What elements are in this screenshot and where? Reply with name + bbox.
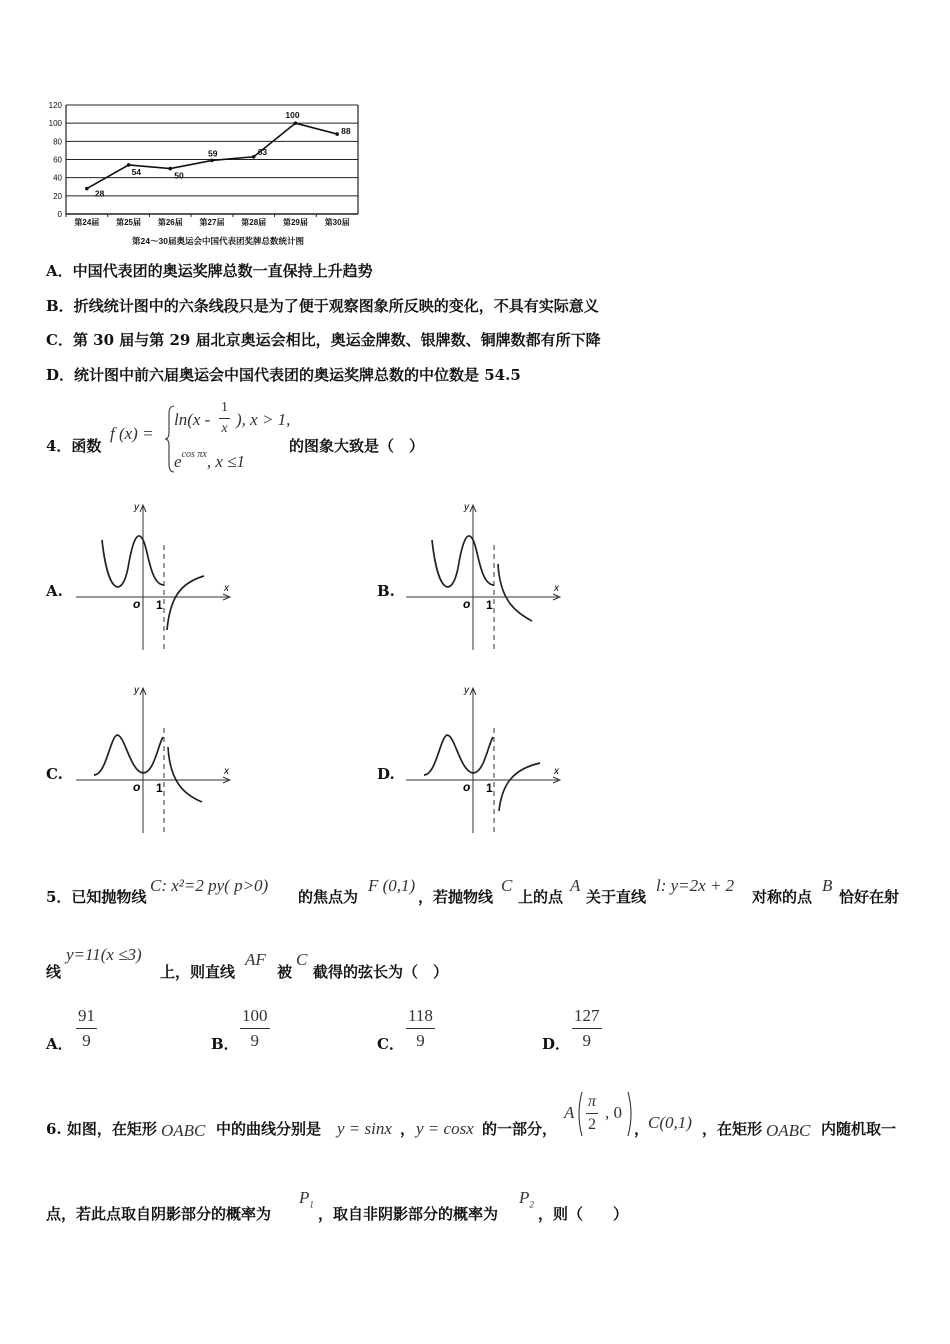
- y-tick-label: 40: [53, 173, 62, 183]
- q6-line2-c: ，则（ ）: [538, 1205, 629, 1223]
- option-text: 统计图中前六届奥运会中国代表团的奥运奖牌总数的中位数是 54.5: [74, 366, 521, 384]
- graph-c: [70, 683, 240, 838]
- graph-b: [400, 500, 570, 655]
- y-axis-label: y: [464, 685, 469, 696]
- q5-focus: F (0,1): [368, 876, 416, 895]
- q5-line1-f: 对称的点: [752, 888, 813, 906]
- p-symbol: P: [299, 1188, 310, 1207]
- data-point: [294, 121, 298, 125]
- data-point: [252, 155, 256, 159]
- q6-point-a-y: , 0: [605, 1103, 622, 1122]
- q4-case1-frac: [219, 400, 230, 437]
- chart-title: 第24～30届奥运会中国代表团奖牌总数统计图: [132, 236, 304, 246]
- q6-line2-a: 点，若此点取自阴影部分的概率为: [46, 1205, 272, 1223]
- x-tick-label: 第26届: [157, 218, 183, 227]
- origin-label: o: [463, 780, 471, 794]
- one-label: 1: [486, 598, 493, 612]
- q5-af: AF: [245, 950, 266, 969]
- q6-line1-a: 6. 如图，在矩形: [46, 1120, 157, 1138]
- origin-label: o: [463, 597, 471, 611]
- frac-num: π: [586, 1093, 598, 1114]
- data-label: 28: [94, 188, 105, 199]
- frac-num: 91: [76, 1006, 97, 1029]
- q6-line1-b: 中的曲线分别是: [216, 1120, 322, 1138]
- q5-option-c-frac: [406, 1006, 435, 1051]
- data-point: [335, 132, 339, 136]
- q5-line2-a: 线: [46, 963, 62, 981]
- frac-num: 118: [406, 1006, 435, 1029]
- x-axis-label: x: [224, 583, 229, 594]
- q5-line1-g: 恰好在射: [839, 888, 900, 906]
- q6-point-a: A: [564, 1103, 575, 1122]
- q5-ray: y=11(x ≤3): [66, 945, 142, 964]
- option-text: 折线统计图中的六条线段只是为了便于观察图象所反映的变化，不具有实际意义: [73, 297, 599, 315]
- option-label: B．: [46, 297, 74, 315]
- q4-option-d-label: D.: [377, 765, 395, 783]
- q6-p1: [299, 1188, 314, 1209]
- y-tick-label: 0: [57, 210, 62, 219]
- q6-line1-d: 的一部分，: [482, 1120, 558, 1138]
- q6-oabc1: OABC: [161, 1121, 206, 1140]
- option-label: A．: [46, 262, 73, 280]
- data-point: [127, 163, 131, 167]
- option-text: 第 30 届与第 29 届北京奥运会相比，奥运金牌数、银牌数、铜牌数都有所下降: [72, 331, 601, 349]
- x-tick-label: 第27届: [199, 218, 225, 227]
- q5-option-d-frac: [572, 1006, 602, 1051]
- data-label: 63: [257, 146, 268, 157]
- case1-head: ln(x -: [174, 410, 211, 429]
- q5-option-d-label: D．: [542, 1035, 571, 1053]
- data-label: 88: [341, 126, 351, 137]
- q4-case2: [174, 449, 245, 472]
- frac-den: 9: [250, 1031, 259, 1050]
- origin-label: o: [133, 597, 141, 611]
- y-axis-label: y: [464, 502, 469, 513]
- q3-option-c: [46, 329, 601, 350]
- frac-num: 127: [572, 1006, 602, 1029]
- p-sub: 1: [309, 1199, 314, 1210]
- x-axis-label: x: [554, 583, 559, 594]
- x-tick-label: 第29届: [282, 218, 308, 227]
- data-point: [168, 167, 172, 171]
- x-tick-label: 第25届: [116, 218, 142, 227]
- q4-case1-tail: ), x > 1,: [236, 410, 291, 429]
- q5-line1-e: 关于直线: [586, 888, 647, 906]
- q6-line1-f: ，在矩形: [702, 1120, 763, 1138]
- q5-option-c-label: C．: [377, 1035, 404, 1053]
- q4-number: 4．函数: [46, 437, 102, 455]
- data-label: 59: [208, 148, 218, 159]
- q6-oabc2: OABC: [766, 1121, 811, 1140]
- data-point: [210, 159, 214, 163]
- q6-cos: y = cosx: [416, 1119, 474, 1138]
- y-tick-label: 120: [48, 101, 62, 110]
- medal-line-chart: [38, 98, 368, 250]
- frac-num: 1: [219, 400, 230, 419]
- option-label: D．: [46, 366, 75, 384]
- q6-p2: [519, 1188, 534, 1209]
- q4-fx: f (x) =: [110, 424, 154, 443]
- q4-option-c-label: C.: [46, 765, 63, 783]
- q5-line2-c: 被: [277, 963, 293, 981]
- graph-a: [70, 500, 240, 655]
- y-tick-label: 100: [48, 119, 62, 129]
- q6-line1-c: ，: [400, 1120, 416, 1138]
- x-tick-labels: [74, 217, 349, 227]
- q6-line2-b: ，取自非阴影部分的概率为: [318, 1205, 499, 1223]
- q3-option-d: [46, 364, 521, 385]
- q5-option-a-frac: [76, 1006, 97, 1051]
- one-label: 1: [156, 781, 163, 795]
- frac-den: 2: [588, 1116, 596, 1133]
- q5-line1-b: 的焦点为: [298, 888, 359, 906]
- q4-option-b-label: B.: [377, 582, 395, 600]
- q6-sin: y = sinx: [337, 1119, 392, 1138]
- data-point: [85, 187, 89, 191]
- case2-tail: , x ≤1: [206, 452, 245, 471]
- q3-option-a: [46, 260, 373, 281]
- q5-line1-c: ，若抛物线: [418, 888, 494, 906]
- q5-line2-d: 截得的弦长为（ ）: [313, 963, 449, 981]
- q4-case1: [174, 410, 210, 430]
- q6-line1-g: 内随机取一: [821, 1120, 897, 1138]
- x-axis-label: x: [224, 766, 229, 777]
- case2-base: e: [174, 452, 182, 471]
- q5-option-a-label: A．: [46, 1035, 73, 1053]
- q5-line2-b: 上，则直线: [160, 963, 236, 981]
- x-tick-label: 第28届: [241, 218, 267, 227]
- q5-line1-a: 5．已知抛物线: [46, 888, 147, 906]
- y-tick-labels: [49, 101, 63, 219]
- q5-line-l: l: y=2x + 2: [656, 876, 735, 895]
- data-label: 50: [174, 170, 184, 181]
- q5-parabola: C: x²=2 py( p>0): [150, 876, 269, 895]
- x-axis-label: x: [554, 766, 559, 777]
- q4-tail: 的图象大致是（ ）: [289, 437, 425, 455]
- y-tick-label: 20: [53, 191, 62, 201]
- data-label: 100: [285, 110, 300, 121]
- one-label: 1: [156, 598, 163, 612]
- frac-den: x: [221, 421, 228, 436]
- p-symbol: P: [519, 1188, 530, 1207]
- q5-a: A: [570, 876, 581, 895]
- frac-den: 9: [416, 1031, 425, 1050]
- q6-point-c: C(0,1): [648, 1113, 692, 1132]
- frac-num: 100: [240, 1006, 270, 1029]
- frac-den: 9: [82, 1031, 91, 1050]
- case2-exp: cos πx: [181, 449, 207, 461]
- y-axis-label: y: [134, 685, 139, 696]
- y-axis-label: y: [134, 502, 139, 513]
- y-tick-label: 60: [53, 155, 62, 165]
- one-label: 1: [486, 781, 493, 795]
- origin-label: o: [133, 780, 141, 794]
- x-tick-label: 第30届: [324, 218, 350, 227]
- q4-option-a-label: A.: [46, 582, 63, 600]
- q3-option-b: [46, 295, 599, 316]
- option-label: C．: [46, 331, 73, 349]
- q5-b: B: [822, 876, 833, 895]
- option-text: 中国代表团的奥运奖牌总数一直保持上升趋势: [72, 262, 373, 280]
- x-tick-label: 第24届: [74, 218, 100, 227]
- q5-c1: C: [501, 876, 513, 895]
- p-sub: 2: [529, 1199, 534, 1210]
- frac-den: 9: [582, 1031, 591, 1050]
- q5-option-b-frac: [240, 1006, 270, 1051]
- q5-line1-d: 上的点: [518, 888, 564, 906]
- graph-d: [400, 683, 570, 838]
- q5-c2: C: [296, 950, 308, 969]
- q6-pi-over-2: [586, 1093, 598, 1134]
- q5-option-b-label: B．: [211, 1035, 239, 1053]
- q6-line1-e: ，: [634, 1120, 650, 1138]
- y-tick-label: 80: [53, 137, 62, 147]
- data-label: 54: [131, 166, 142, 177]
